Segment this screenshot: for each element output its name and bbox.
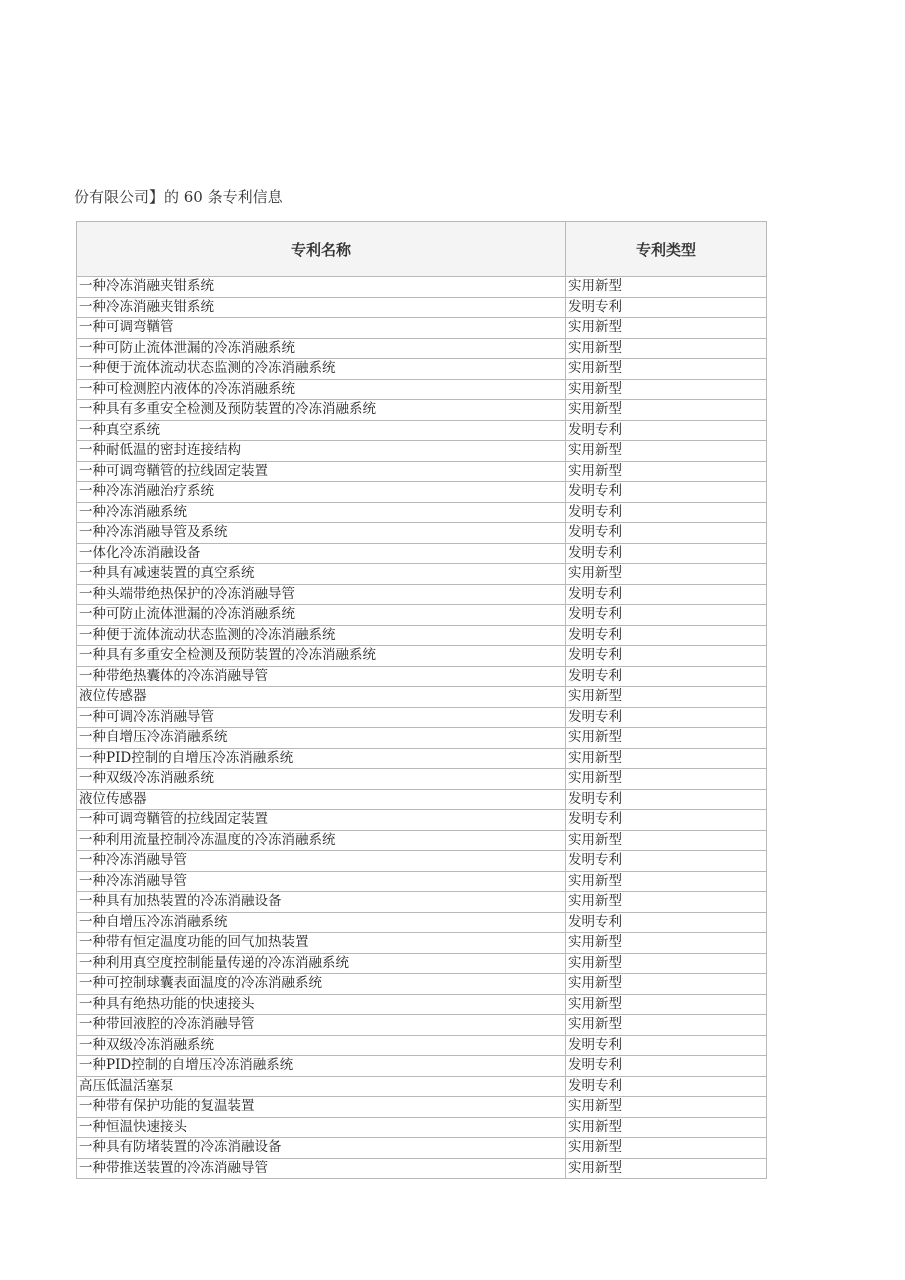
table-row <box>77 400 767 421</box>
patent-type-cell: 实用新型 <box>566 564 767 585</box>
table-row <box>77 605 767 626</box>
patent-type-cell: 发明专利 <box>566 625 767 646</box>
patent-type-cell: 实用新型 <box>566 400 767 421</box>
table-row <box>77 892 767 913</box>
patent-name-cell: 一种带推送装置的冷冻消融导管 <box>77 1158 566 1179</box>
patent-name-cell: 一种可调弯鞧管 <box>77 318 566 339</box>
patent-name-cell: 一种可检测腔内液体的冷冻消融系统 <box>77 379 566 400</box>
patent-type-cell: 实用新型 <box>566 728 767 749</box>
patent-name-cell: 一种便于流体流动状态监测的冷冻消融系统 <box>77 359 566 380</box>
table-body <box>77 277 767 1179</box>
patent-name-cell: 一种具有防堵装置的冷冻消融设备 <box>77 1138 566 1159</box>
table-row <box>77 748 767 769</box>
patent-name-cell: 一种PID控制的自增压冷冻消融系统 <box>77 1056 566 1077</box>
patent-type-cell: 实用新型 <box>566 892 767 913</box>
patent-name-cell: 一种具有绝热功能的快速接头 <box>77 994 566 1015</box>
patent-name-cell: 一种利用流量控制冷冻温度的冷冻消融系统 <box>77 830 566 851</box>
patent-type-cell: 实用新型 <box>566 318 767 339</box>
patent-type-cell: 实用新型 <box>566 441 767 462</box>
patent-type-cell: 发明专利 <box>566 851 767 872</box>
patent-name-cell: 一体化冷冻消融设备 <box>77 543 566 564</box>
table-row <box>77 502 767 523</box>
patent-name-cell: 一种冷冻消融系统 <box>77 502 566 523</box>
patent-type-cell: 发明专利 <box>566 523 767 544</box>
table-row <box>77 420 767 441</box>
table-row <box>77 461 767 482</box>
table-row <box>77 666 767 687</box>
table-row <box>77 277 767 298</box>
patent-name-cell: 一种PID控制的自增压冷冻消融系统 <box>77 748 566 769</box>
patent-name-cell: 一种冷冻消融治疗系统 <box>77 482 566 503</box>
patent-name-cell: 一种自增压冷冻消融系统 <box>77 912 566 933</box>
patent-name-cell: 一种冷冻消融夹钳系统 <box>77 297 566 318</box>
patent-type-cell: 实用新型 <box>566 277 767 298</box>
patent-name-cell: 一种双级冷冻消融系统 <box>77 1035 566 1056</box>
patent-name-cell: 一种恒温快速接头 <box>77 1117 566 1138</box>
table-row <box>77 851 767 872</box>
table-row <box>77 830 767 851</box>
patent-name-cell: 一种真空系统 <box>77 420 566 441</box>
patent-type-cell: 发明专利 <box>566 1035 767 1056</box>
patent-type-cell: 实用新型 <box>566 461 767 482</box>
patent-type-cell: 实用新型 <box>566 994 767 1015</box>
header-patent-type: 专利类型 <box>566 222 767 277</box>
patent-name-cell: 一种具有多重安全检测及预防装置的冷冻消融系统 <box>77 400 566 421</box>
table-row <box>77 1056 767 1077</box>
table-row <box>77 810 767 831</box>
patent-name-cell: 一种冷冻消融导管 <box>77 871 566 892</box>
patent-count-caption: 份有限公司】的 60 条专利信息 <box>74 188 283 206</box>
patent-name-cell: 一种自增压冷冻消融系统 <box>77 728 566 749</box>
patent-name-cell: 一种便于流体流动状态监测的冷冻消融系统 <box>77 625 566 646</box>
patent-type-cell: 实用新型 <box>566 830 767 851</box>
table-row <box>77 441 767 462</box>
table-row <box>77 646 767 667</box>
table-row <box>77 359 767 380</box>
patent-type-cell: 实用新型 <box>566 871 767 892</box>
table-row <box>77 1076 767 1097</box>
table-row <box>77 625 767 646</box>
patent-name-cell: 一种可调弯鞧管的拉线固定装置 <box>77 461 566 482</box>
patent-name-cell: 一种可调冷冻消融导管 <box>77 707 566 728</box>
patent-type-cell: 实用新型 <box>566 687 767 708</box>
patent-type-cell: 发明专利 <box>566 912 767 933</box>
patent-type-cell: 实用新型 <box>566 338 767 359</box>
header-patent-name: 专利名称 <box>77 222 566 277</box>
table-row <box>77 338 767 359</box>
patent-type-cell: 发明专利 <box>566 543 767 564</box>
patent-name-cell: 一种带绝热囊体的冷冻消融导管 <box>77 666 566 687</box>
patent-name-cell: 一种带回液腔的冷冻消融导管 <box>77 1015 566 1036</box>
patent-name-cell: 一种可防止流体泄漏的冷冻消融系统 <box>77 338 566 359</box>
table-row <box>77 871 767 892</box>
patent-type-cell: 发明专利 <box>566 584 767 605</box>
patent-name-cell: 一种具有减速装置的真空系统 <box>77 564 566 585</box>
table-row <box>77 974 767 995</box>
patent-type-cell: 发明专利 <box>566 420 767 441</box>
table-row <box>77 584 767 605</box>
table-row <box>77 379 767 400</box>
patent-name-cell: 液位传感器 <box>77 687 566 708</box>
table-row <box>77 912 767 933</box>
patent-name-cell: 一种冷冻消融夹钳系统 <box>77 277 566 298</box>
patent-name-cell: 一种冷冻消融导管 <box>77 851 566 872</box>
patent-name-cell: 一种带有恒定温度功能的回气加热装置 <box>77 933 566 954</box>
patent-type-cell: 发明专利 <box>566 1056 767 1077</box>
patent-type-cell: 实用新型 <box>566 1138 767 1159</box>
patent-name-cell: 一种可防止流体泄漏的冷冻消融系统 <box>77 605 566 626</box>
table-row <box>77 318 767 339</box>
table-header-row <box>77 222 767 277</box>
table-row <box>77 728 767 749</box>
patent-name-cell: 一种可调弯鞧管的拉线固定装置 <box>77 810 566 831</box>
patent-type-cell: 实用新型 <box>566 1097 767 1118</box>
table-row <box>77 953 767 974</box>
table-row <box>77 933 767 954</box>
patent-name-cell: 一种具有加热装置的冷冻消融设备 <box>77 892 566 913</box>
patent-name-cell: 一种耐低温的密封连接结构 <box>77 441 566 462</box>
patent-name-cell: 一种可控制球囊表面温度的冷冻消融系统 <box>77 974 566 995</box>
patent-type-cell: 实用新型 <box>566 1158 767 1179</box>
patent-type-cell: 发明专利 <box>566 810 767 831</box>
patent-type-cell: 实用新型 <box>566 748 767 769</box>
patent-name-cell: 一种具有多重安全检测及预防装置的冷冻消融系统 <box>77 646 566 667</box>
table-row <box>77 769 767 790</box>
patent-type-cell: 发明专利 <box>566 1076 767 1097</box>
patent-type-cell: 实用新型 <box>566 769 767 790</box>
patent-type-cell: 发明专利 <box>566 502 767 523</box>
patent-name-cell: 一种利用真空度控制能量传递的冷冻消融系统 <box>77 953 566 974</box>
patent-type-cell: 实用新型 <box>566 933 767 954</box>
table-row <box>77 482 767 503</box>
table-row <box>77 687 767 708</box>
table-row <box>77 1158 767 1179</box>
table-row <box>77 1117 767 1138</box>
table-row <box>77 1035 767 1056</box>
table-row <box>77 564 767 585</box>
table-row <box>77 1138 767 1159</box>
patent-name-cell: 一种头端带绝热保护的冷冻消融导管 <box>77 584 566 605</box>
table-row <box>77 543 767 564</box>
patent-type-cell: 实用新型 <box>566 1015 767 1036</box>
patent-type-cell: 发明专利 <box>566 646 767 667</box>
table-row <box>77 789 767 810</box>
table-row <box>77 523 767 544</box>
patent-type-cell: 发明专利 <box>566 666 767 687</box>
patent-type-cell: 发明专利 <box>566 605 767 626</box>
patent-type-cell: 实用新型 <box>566 974 767 995</box>
patent-type-cell: 实用新型 <box>566 953 767 974</box>
patent-table <box>76 221 767 1179</box>
patent-type-cell: 实用新型 <box>566 1117 767 1138</box>
table-row <box>77 1097 767 1118</box>
patent-type-cell: 发明专利 <box>566 297 767 318</box>
patent-type-cell: 发明专利 <box>566 789 767 810</box>
patent-name-cell: 高压低温活塞泵 <box>77 1076 566 1097</box>
table-row <box>77 1015 767 1036</box>
patent-type-cell: 实用新型 <box>566 379 767 400</box>
patent-type-cell: 发明专利 <box>566 482 767 503</box>
table-row <box>77 994 767 1015</box>
patent-name-cell: 一种带有保护功能的复温装置 <box>77 1097 566 1118</box>
patent-name-cell: 一种双级冷冻消融系统 <box>77 769 566 790</box>
table-row <box>77 707 767 728</box>
patent-type-cell: 发明专利 <box>566 707 767 728</box>
patent-name-cell: 液位传感器 <box>77 789 566 810</box>
patent-type-cell: 实用新型 <box>566 359 767 380</box>
table-row <box>77 297 767 318</box>
patent-name-cell: 一种冷冻消融导管及系统 <box>77 523 566 544</box>
